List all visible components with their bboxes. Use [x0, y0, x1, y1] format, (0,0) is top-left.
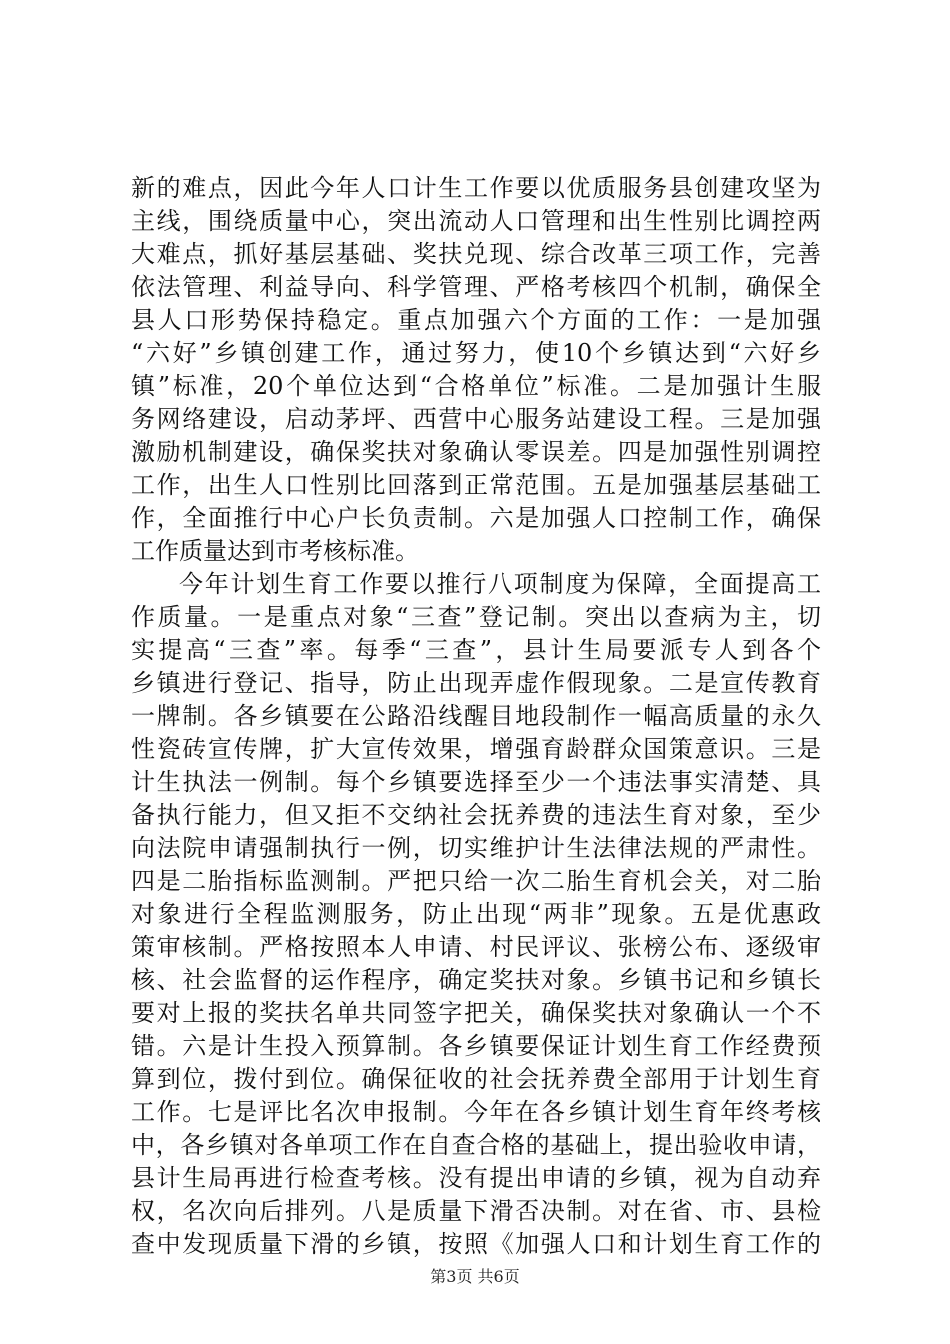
text-line: 中，各乡镇对各单项工作在自查合格的基础上，提出验收申请， [131, 1131, 821, 1159]
text-line: 备执行能力，但又拒不交纳社会抚养费的违法生育对象，至少 [131, 801, 821, 829]
text-line: 权，名次向后排列。八是质量下滑否决制。对在省、市、县检 [131, 1197, 821, 1225]
text-line: 实提高“三查”率。每季“三查”，县计生局要派专人到各个 [131, 636, 821, 664]
text-line: 工作。七是评比名次申报制。今年在各乡镇计划生育年终考核 [131, 1098, 821, 1126]
text-line: 镇”标准，20个单位达到“合格单位”标准。二是加强计生服 [131, 372, 821, 400]
text-line: 主线，围绕质量中心，突出流动人口管理和出生性别比调控两 [131, 207, 821, 235]
paragraph [131, 172, 821, 568]
text-line: 作，全面推行中心户长负责制。六是加强人口控制工作，确保 [131, 504, 821, 532]
text-line: 依法管理、利益导向、科学管理、严格考核四个机制，确保全 [131, 273, 821, 301]
text-line: 县计生局再进行检查考核。没有提出申请的乡镇，视为自动弃 [131, 1164, 821, 1192]
text-line: 乡镇进行登记、指导，防止出现弄虚作假现象。二是宣传教育 [131, 669, 821, 697]
text-line: 工作质量达到市考核标准。 [131, 537, 419, 565]
text-line: 务网络建设，启动茅坪、西营中心服务站建设工程。三是加强 [131, 405, 821, 433]
text-line: 性瓷砖宣传牌，扩大宣传效果，增强育龄群众国策意识。三是 [131, 735, 821, 763]
text-line: 激励机制建设，确保奖扶对象确认零误差。四是加强性别调控 [131, 438, 821, 466]
text-line: 查中发现质量下滑的乡镇，按照《加强人口和计划生育工作的 [131, 1230, 821, 1258]
text-line: 向法院申请强制执行一例，切实维护计生法律法规的严肃性。 [131, 834, 821, 862]
text-line: 要对上报的奖扶名单共同签字把关，确保奖扶对象确认一个不 [131, 999, 821, 1027]
text-line: 今年计划生育工作要以推行八项制度为保障，全面提高工 [179, 570, 821, 598]
text-line: 新的难点，因此今年人口计生工作要以优质服务县创建攻坚为 [131, 174, 821, 202]
text-line: 计生执法一例制。每个乡镇要选择至少一个违法事实清楚、具 [131, 768, 821, 796]
text-line: 四是二胎指标监测制。严把只给一次二胎生育机会关，对二胎 [131, 867, 821, 895]
page-footer: 第3页 共6页 [430, 1267, 520, 1286]
text-line: 县人口形势保持稳定。重点加强六个方面的工作：一是加强 [131, 306, 821, 334]
paragraph [131, 568, 821, 1261]
text-line: 作质量。一是重点对象“三查”登记制。突出以查病为主，切 [131, 603, 821, 631]
text-line: 核、社会监督的运作程序，确定奖扶对象。乡镇书记和乡镇长 [131, 966, 821, 994]
text-line: 错。六是计生投入预算制。各乡镇要保证计划生育工作经费预 [131, 1032, 821, 1060]
text-line: 策审核制。严格按照本人申请、村民评议、张榜公布、逐级审 [131, 933, 821, 961]
text-line: 大难点，抓好基层基础、奖扶兑现、综合改革三项工作，完善 [131, 240, 821, 268]
text-line: 工作，出生人口性别比回落到正常范围。五是加强基层基础工 [131, 471, 821, 499]
document-body [131, 172, 821, 1261]
text-line: 算到位，拨付到位。确保征收的社会抚养费全部用于计划生育 [131, 1065, 821, 1093]
text-line: 对象进行全程监测服务，防止出现“两非”现象。五是优惠政 [131, 900, 821, 928]
text-line: “六好”乡镇创建工作，通过努力，使10个乡镇达到“六好乡 [131, 339, 821, 367]
text-line: 一牌制。各乡镇要在公路沿线醒目地段制作一幅高质量的永久 [131, 702, 821, 730]
